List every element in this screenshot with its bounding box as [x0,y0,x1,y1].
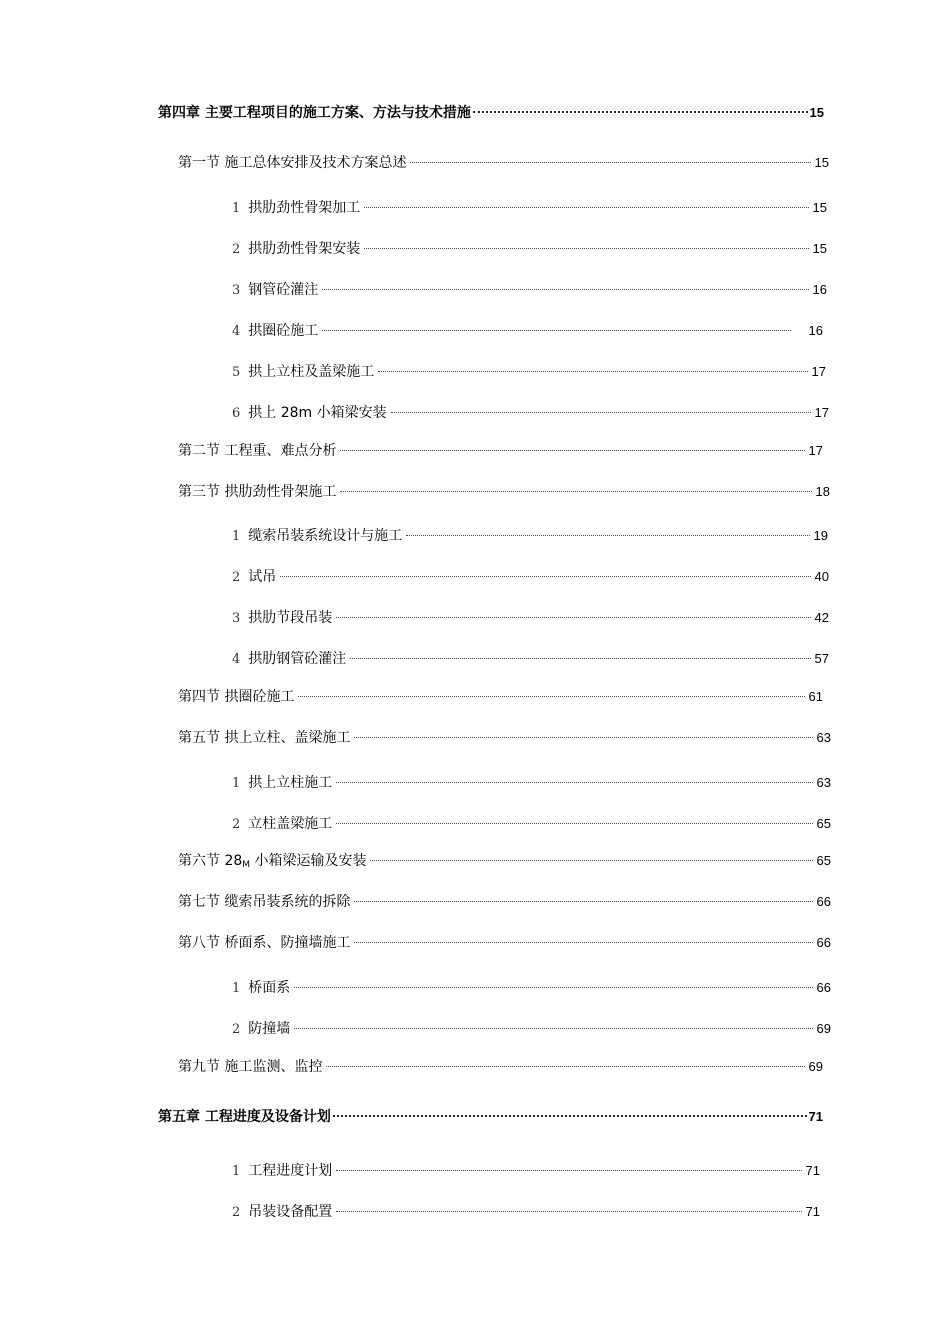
toc-label-subscript: M [242,860,251,870]
toc-label: 工程进度计划 [248,1163,333,1179]
dot-leader [280,576,810,577]
dot-leader [336,617,810,618]
toc-item-5-chapter-1[interactable] [232,1162,820,1180]
toc-label: 第五节 拱上立柱、盖梁施工 [178,730,351,746]
toc-page-number: 66 [816,980,831,995]
toc-page-number: 57 [814,651,829,666]
dot-leader [336,1211,801,1212]
toc-label: 拱上立柱施工 [248,775,333,791]
toc-page-number: 42 [814,610,829,625]
toc-label [178,852,366,874]
toc-label: 立柱盖梁施工 [248,816,333,832]
toc-page-number: 66 [816,935,831,950]
dot-leader [354,901,812,902]
toc-page-number: 17 [814,405,829,420]
toc-label: 钢管砼灌注 [248,282,319,298]
toc-label-prefix: 第六节 28 [178,853,243,869]
dot-leader [410,162,810,163]
toc-label: 拱肋钢管砼灌注 [248,651,347,667]
toc-item-number: 2 [232,242,241,257]
toc-section-4[interactable] [178,688,823,706]
toc-page-number: 15 [812,200,827,215]
toc-item-number: 3 [232,611,241,626]
toc-item-number: 1 [232,529,241,544]
toc-chapter-4[interactable] [158,104,824,122]
dot-leader [326,1066,804,1067]
toc-page-number: 65 [816,853,831,868]
toc-page-number: 71 [805,1204,820,1219]
toc-label: 第四节 拱圈砼施工 [178,689,295,705]
toc-label: 第三节 拱肋劲性骨架施工 [178,484,337,500]
toc-label: 第八节 桥面系、防撞墙施工 [178,935,351,951]
toc-page-number: 19 [813,528,828,543]
toc-item-number: 4 [232,324,241,339]
toc-label: 拱肋节段吊装 [248,610,333,626]
dot-leader [391,412,811,413]
toc-section-2[interactable] [178,442,823,460]
dot-leader [354,942,812,943]
toc-page-number: 40 [814,569,829,584]
toc-label-suffix: 小箱梁运输及安装 [250,853,367,869]
toc-label: 拱肋劲性骨架安装 [248,241,361,257]
toc-page-number: 63 [816,775,831,790]
dot-leader [294,987,812,988]
toc-label: 第九节 施工监测、监控 [178,1059,323,1075]
toc-item-1-5[interactable] [232,363,826,381]
toc-item-3-3[interactable] [232,609,829,627]
toc-item-number: 3 [232,283,241,298]
toc-page-number: 17 [808,443,823,458]
toc-item-number: 2 [232,570,241,585]
toc-label: 第五章 工程进度及设备计划 [158,1109,331,1125]
toc-label: 防撞墙 [248,1021,291,1037]
toc-item-1-2[interactable] [232,240,827,258]
toc-item-number: 2 [232,1205,241,1220]
toc-page-number: 15 [812,241,827,256]
toc-page-number: 69 [816,1021,831,1036]
toc-label: 第一节 施工总体安排及技术方案总述 [178,155,407,171]
dot-leader [340,450,804,451]
toc-label: 第七节 缆索吊装系统的拆除 [178,894,351,910]
toc-page-number: 69 [808,1059,823,1074]
dot-leader [336,782,812,783]
toc-item-number: 2 [232,817,241,832]
toc-section-3[interactable] [178,483,830,501]
dot-leader [336,1170,801,1171]
toc-section-5[interactable] [178,729,831,747]
toc-item-3-1[interactable] [232,527,828,545]
toc-item-number: 1 [232,1164,241,1179]
dot-leader [378,371,807,372]
toc-chapter-5[interactable] [158,1108,823,1126]
toc-item-number: 4 [232,652,241,667]
dot-leader [354,737,812,738]
toc-item-5-chapter-2[interactable] [232,1203,820,1221]
toc-page-number: 16 [812,282,827,297]
toc-item-number: 1 [232,981,241,996]
toc-section-7[interactable] [178,893,831,911]
toc-page-number: 17 [811,364,826,379]
toc-page-number: 15 [814,155,829,170]
toc-label: 桥面系 [248,980,291,996]
dot-leader [322,289,808,290]
toc-label: 吊装设备配置 [248,1204,333,1220]
toc-label: 拱肋劲性骨架加工 [248,200,361,216]
toc-page-number: 63 [816,730,831,745]
dot-leader [333,1115,807,1117]
toc-item-3-2[interactable] [232,568,829,586]
toc-item-1-3[interactable] [232,281,827,299]
dot-leader [473,111,808,113]
toc-item-number: 1 [232,776,241,791]
toc-label: 拱圈砼施工 [248,323,319,339]
toc-section-9[interactable] [178,1058,823,1076]
toc-label: 试吊 [248,569,277,585]
toc-page-number: 15 [809,105,824,120]
toc-page-number: 71 [808,1109,823,1124]
dot-leader [336,823,812,824]
toc-page-number: 18 [815,484,830,499]
toc-item-5-2[interactable] [232,815,831,833]
toc-item-1-1[interactable] [232,199,827,217]
dot-leader [298,696,804,697]
dot-leader [364,207,808,208]
dot-leader [406,535,809,536]
toc-item-number: 2 [232,1022,241,1037]
toc-page-number: 61 [808,689,823,704]
toc-label: 第二节 工程重、难点分析 [178,443,337,459]
toc-item-8-1[interactable] [232,979,831,997]
toc-item-number: 5 [232,365,241,380]
dot-leader [322,330,790,331]
toc-section-8[interactable] [178,934,831,952]
toc-item-3-4[interactable] [232,650,829,668]
dot-leader [350,658,810,659]
dot-leader [294,1028,812,1029]
toc-label: 缆索吊装系统设计与施工 [248,528,403,544]
toc-page-number: 16 [808,323,823,338]
dot-leader [340,491,811,492]
toc-section-6[interactable] [178,852,831,870]
toc-item-number: 1 [232,201,241,216]
toc-item-5-1[interactable] [232,774,831,792]
toc-page-number: 66 [816,894,831,909]
toc-label: 拱上立柱及盖梁施工 [248,364,375,380]
dot-leader [364,248,808,249]
toc-label: 第四章 主要工程项目的施工方案、方法与技术措施 [158,105,471,121]
toc-item-1-6[interactable] [232,404,829,422]
toc-label: 拱上 28m 小箱梁安装 [248,405,387,421]
toc-item-1-4[interactable] [232,322,823,340]
toc-section-1[interactable] [178,154,829,172]
toc-item-number: 6 [232,406,241,421]
toc-item-8-2[interactable] [232,1020,831,1038]
toc-page-number: 65 [816,816,831,831]
dot-leader [370,860,812,861]
toc-page-number: 71 [805,1163,820,1178]
